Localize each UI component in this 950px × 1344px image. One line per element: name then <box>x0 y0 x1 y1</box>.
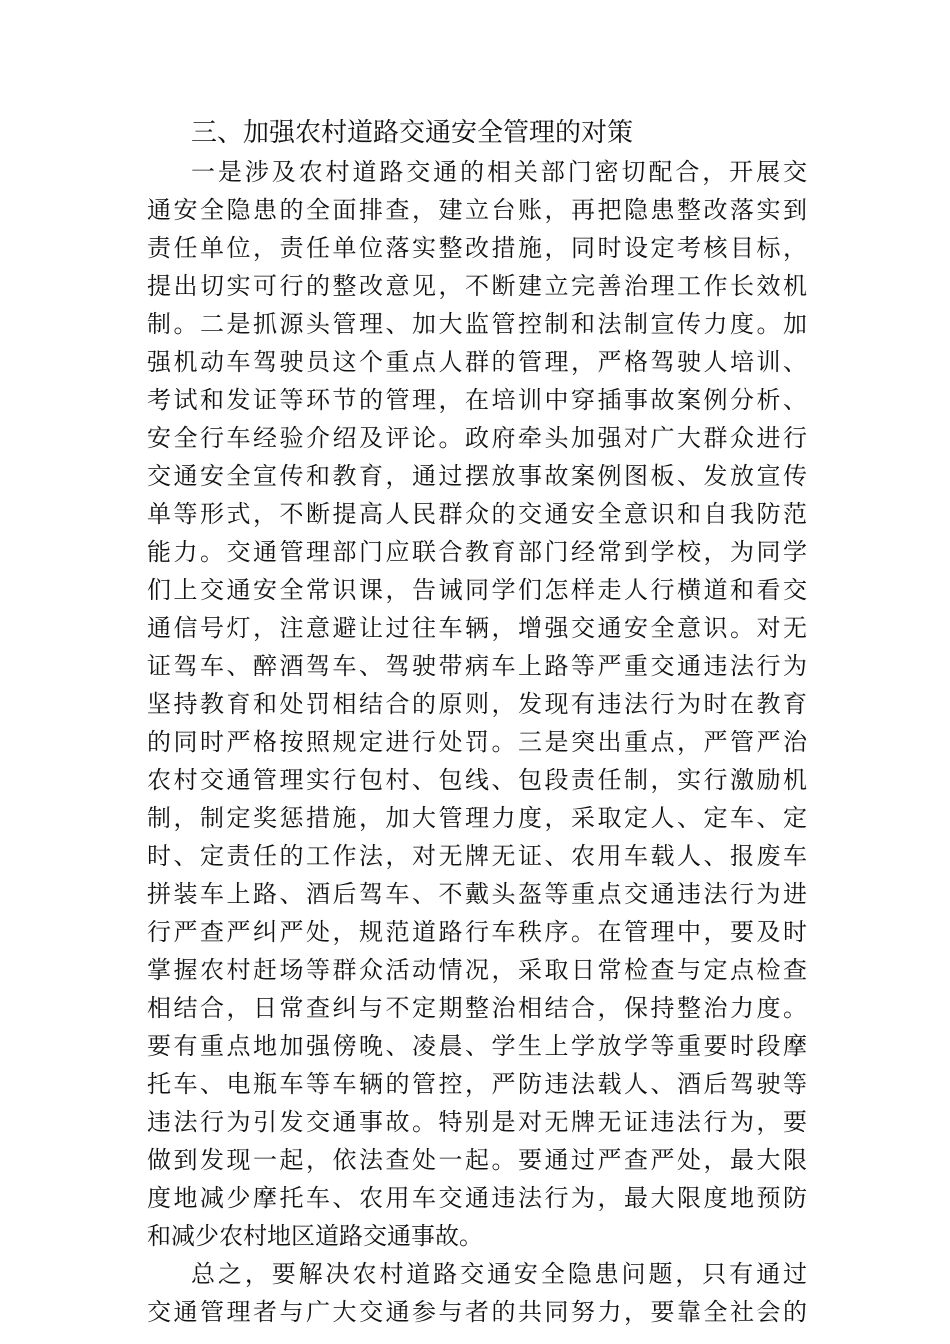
paragraph-line: 一是涉及农村道路交通的相关部门密切配合，开展交 <box>191 158 807 186</box>
paragraph-line: 要有重点地加强傍晚、凌晨、学生上学放学等重要时段摩 <box>147 1032 807 1060</box>
paragraph-line: 强机动车驾驶员这个重点人群的管理，严格驾驶人培训、 <box>147 348 807 376</box>
paragraph-line: 能力。交通管理部门应联合教育部门经常到学校，为同学 <box>147 538 807 566</box>
paragraph-line: 提出切实可行的整改意见，不断建立完善治理工作长效机 <box>147 272 807 300</box>
paragraph-line: 度地减少摩托车、农用车交通违法行为，最大限度地预防 <box>147 1184 807 1212</box>
paragraph-line: 制。二是抓源头管理、加大监管控制和法制宣传力度。加 <box>147 310 807 338</box>
paragraph-line: 时、定责任的工作法，对无牌无证、农用车载人、报废车 <box>147 842 807 870</box>
paragraph-line: 拼装车上路、酒后驾车、不戴头盔等重点交通违法行为进 <box>147 880 807 908</box>
paragraph-line: 安全行车经验介绍及评论。政府牵头加强对广大群众进行 <box>147 424 807 452</box>
paragraph-line: 交通安全宣传和教育，通过摆放事故案例图板、发放宣传 <box>147 462 807 490</box>
paragraph-line: 相结合，日常查纠与不定期整治相结合，保持整治力度。 <box>147 994 807 1022</box>
paragraph-line: 行严查严纠严处，规范道路行车秩序。在管理中，要及时 <box>147 918 807 946</box>
paragraph-line: 做到发现一起，依法查处一起。要通过严查严处，最大限 <box>147 1146 807 1174</box>
paragraph-line: 掌握农村赶场等群众活动情况，采取日常检查与定点检查 <box>147 956 807 984</box>
paragraph-line: 总之，要解决农村道路交通安全隐患问题，只有通过 <box>191 1260 807 1288</box>
paragraph-line: 通信号灯，注意避让过往车辆，增强交通安全意识。对无 <box>147 614 807 642</box>
paragraph-countermeasures <box>147 153 807 1255</box>
paragraph-line: 坚持教育和处罚相结合的原则，发现有违法行为时在教育 <box>147 690 807 718</box>
paragraph-line: 违法行为引发交通事故。特别是对无牌无证违法行为，要 <box>147 1108 807 1136</box>
paragraph-conclusion <box>147 1255 807 1331</box>
paragraph-line: 制，制定奖惩措施，加大管理力度，采取定人、定车、定 <box>147 804 807 832</box>
paragraph-line: 证驾车、醉酒驾车、驾驶带病车上路等严重交通违法行为 <box>147 652 807 680</box>
section-heading: 三、加强农村道路交通安全管理的对策 <box>191 118 634 148</box>
paragraph-line: 的同时严格按照规定进行处罚。三是突出重点，严管严治 <box>147 728 807 756</box>
paragraph-line: 通安全隐患的全面排查，建立台账，再把隐患整改落实到 <box>147 196 807 224</box>
paragraph-line: 和减少农村地区道路交通事故。 <box>147 1222 483 1250</box>
paragraph-line: 们上交通安全常识课，告诫同学们怎样走人行横道和看交 <box>147 576 807 604</box>
paragraph-line: 考试和发证等环节的管理，在培训中穿插事故案例分析、 <box>147 386 807 414</box>
paragraph-line: 托车、电瓶车等车辆的管控，严防违法载人、酒后驾驶等 <box>147 1070 807 1098</box>
paragraph-line: 交通管理者与广大交通参与者的共同努力，要靠全社会的 <box>147 1298 807 1326</box>
paragraph-line: 责任单位，责任单位落实整改措施，同时设定考核目标， <box>147 234 807 262</box>
paragraph-line: 单等形式，不断提高人民群众的交通安全意识和自我防范 <box>147 500 807 528</box>
paragraph-line: 农村交通管理实行包村、包线、包段责任制，实行激励机 <box>147 766 807 794</box>
document-body <box>147 113 807 1331</box>
